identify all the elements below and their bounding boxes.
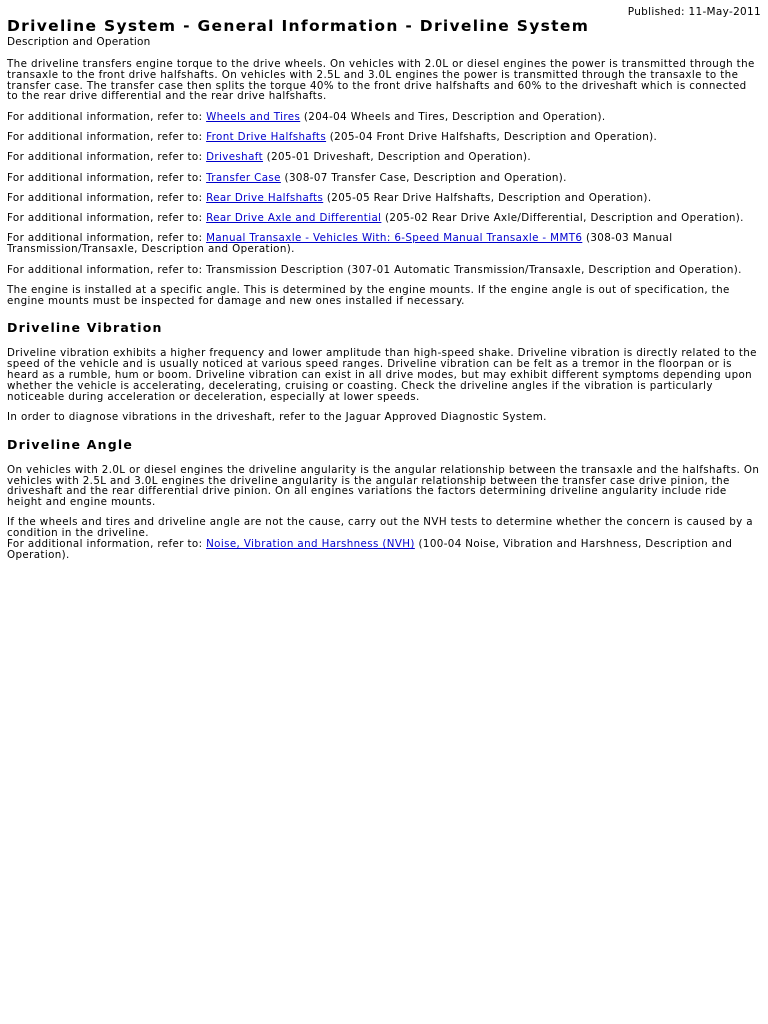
heading-driveline-vibration: Driveline Vibration [7, 320, 163, 336]
ref-transfer-case: For additional information, refer to: Transfer Case (308-07 Transfer Case, Description and Operation). [7, 171, 567, 184]
published-date: Published: 11-May-2011 [627, 6, 761, 18]
engine-angle-paragraph: The engine is installed at a specific angle. This is determined by the engine mounts. If the engine angle is out of specification, the engine mounts must be inspected for damage and new ones installed if necessary. [7, 283, 730, 307]
ref-manual-transaxle: For additional information, refer to: Manual Transaxle - Vehicles With: 6-Speed Manual Transaxle - MMT6 (308-03 Manual Transmission/Transaxle, Description and Operation). [7, 232, 673, 256]
angle-paragraph: On vehicles with 2.0L or diesel engines the driveline angularity is the angular relationship between the transaxle and the halfshafts. On vehicles with 2.5L and 3.0L engines the driveline angularity is the angular relationship between the transfer case drive pinion, the driveshaft and the rear differential drive pinion. On all engines variations the factors determining driveline angularity include ride height and engine mounts. [7, 463, 760, 509]
ref-rear-drive-axle: For additional information, refer to: Rear Drive Axle and Differential (205-02 Rear Drive Axle/Differential, Description and Operation). [7, 212, 744, 225]
vibration-paragraph: Driveline vibration exhibits a higher frequency and lower amplitude than high-speed shake. Driveline vibration is directly related to the speed of the vehicle and is usually noticed at various speed ranges. Driveline vibration can be felt as a tremor in the floorpan or is heard as a rumble, hum or boom. Driveline vibration can exist in all drive modes, but may exhibit different symptoms depending upon whether the vehicle is accelerating, decelerating, cruising or coasting. Check the driveline angles if the vibration is particularly noticeable during acceleration or deceleration, especially at lower speeds. [7, 347, 757, 403]
ref-rear-drive-halfshafts: For additional information, refer to: Rear Drive Halfshafts (205-05 Rear Drive Halfshafts, Description and Operation). [7, 191, 652, 204]
ref-wheels-and-tires: For additional information, refer to: Wheels and Tires (204-04 Wheels and Tires, Description and Operation). [7, 110, 606, 123]
link-front-drive-halfshafts[interactable]: Front Drive Halfshafts [206, 130, 327, 143]
intro-paragraph: The driveline transfers engine torque to the drive wheels. On vehicles with 2.0L or diesel engines the power is transmitted through the transaxle to the front drive halfshafts. On vehicles with 2.5L and 3.0L engines the power is transmitted through the transaxle to the transfer case. The transfer case then splits the torque 40% to the front drive halfshafts and 60% to the driveshaft which is connected to the rear drive differential and the rear drive halfshafts. [7, 58, 755, 103]
ref-transmission-description: For additional information, refer to: Transmission Description (307-01 Automatic Transmission/Transaxle, Description and Operation). [7, 263, 742, 276]
heading-driveline-angle: Driveline Angle [7, 436, 134, 452]
link-driveshaft[interactable]: Driveshaft [206, 151, 264, 164]
link-wheels-and-tires[interactable]: Wheels and Tires [206, 110, 301, 123]
link-transfer-case[interactable]: Transfer Case [206, 171, 281, 184]
link-manual-transaxle-mmt6[interactable]: Manual Transaxle - Vehicles With: 6-Speed Manual Transaxle - MMT6 [206, 232, 583, 245]
diagnose-paragraph: In order to diagnose vibrations in the driveshaft, refer to the Jaguar Approved Diagnostic System. [7, 410, 547, 423]
link-rear-drive-axle-and-differential[interactable]: Rear Drive Axle and Differential [206, 212, 382, 225]
page-title: Driveline System - General Information - Driveline System [7, 17, 590, 35]
link-nvh[interactable]: Noise, Vibration and Harshness (NVH) [206, 538, 415, 551]
ref-front-drive-halfshafts: For additional information, refer to: Front Drive Halfshafts (205-04 Front Drive Halfshafts, Description and Operation). [7, 130, 658, 143]
nvh-tests-paragraph: If the wheels and tires and driveline angle are not the cause, carry out the NVH tests to determine whether the concern is caused by a condition in the driveline. [7, 516, 753, 540]
ref-driveshaft: For additional information, refer to: Driveshaft (205-01 Driveshaft, Description and Operation). [7, 151, 532, 164]
ref-nvh: For additional information, refer to: Noise, Vibration and Harshness (NVH) (100-04 Noise, Vibration and Harshness, Description and Operation). [7, 538, 733, 561]
page-subtitle: Description and Operation [7, 36, 151, 48]
link-rear-drive-halfshafts[interactable]: Rear Drive Halfshafts [206, 191, 324, 204]
document-content [7, 59, 761, 570]
